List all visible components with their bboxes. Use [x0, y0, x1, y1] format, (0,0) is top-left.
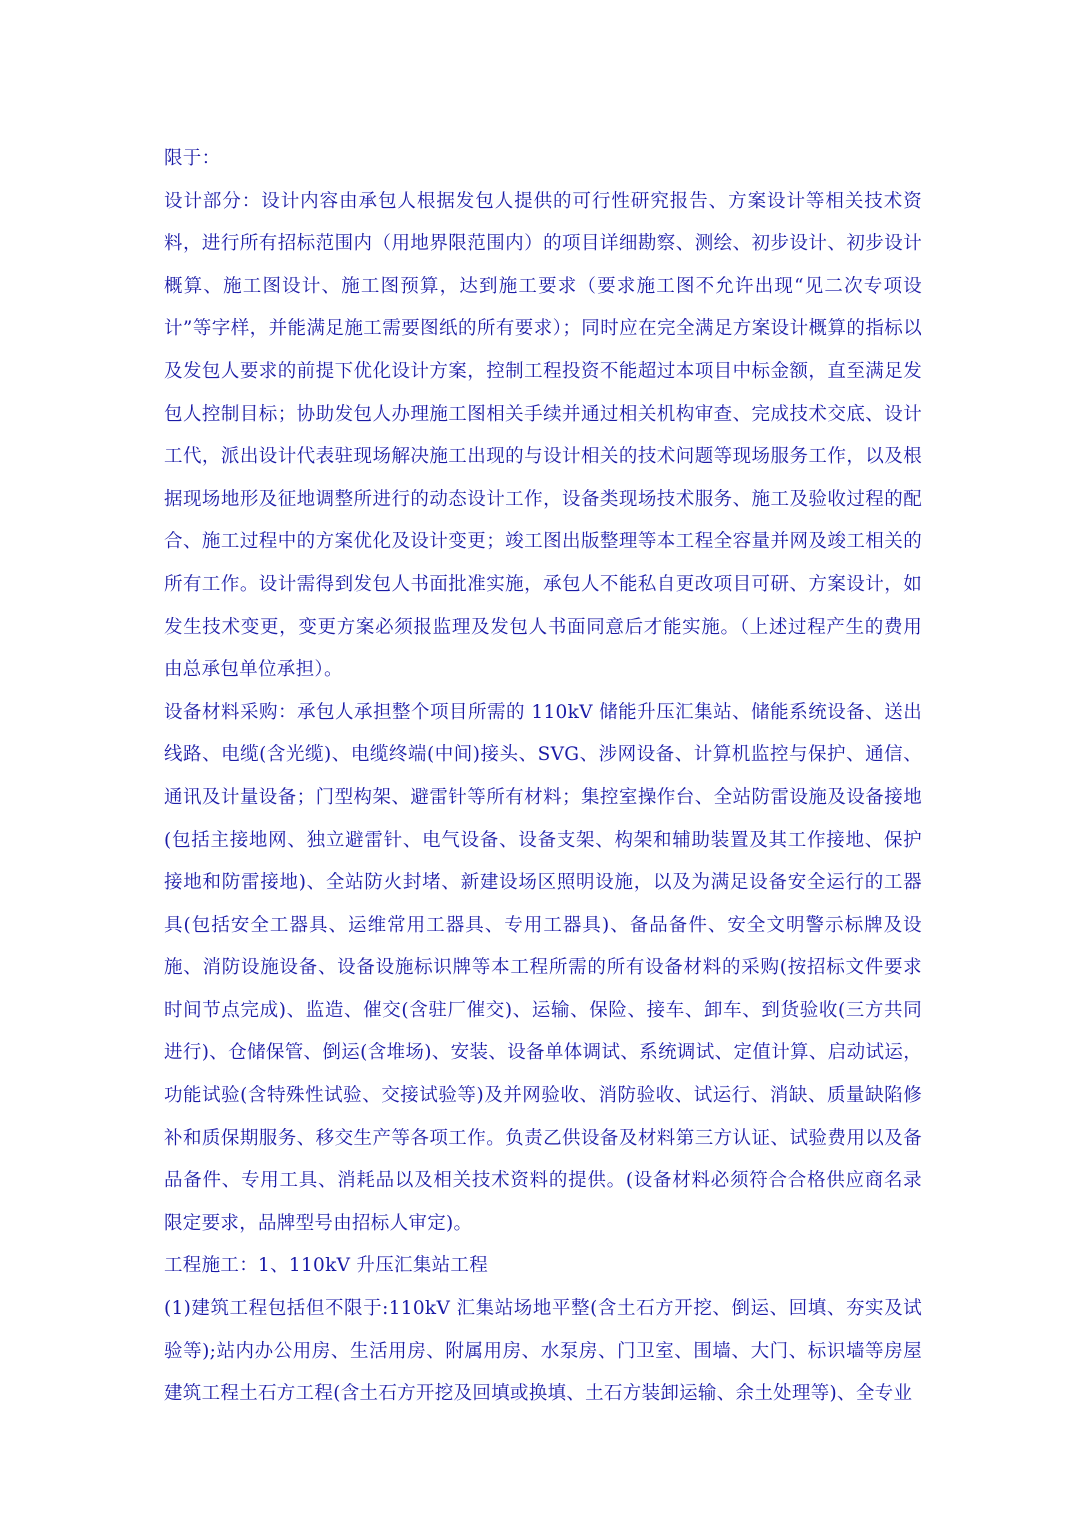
- document-body: [164, 138, 922, 1416]
- paragraph-construction-heading: 工程施工：1、110kV 升压汇集站工程: [164, 1255, 489, 1277]
- paragraph-design-section: 设计部分：设计内容由承包人根据发包人提供的可行性研究报告、方案设计等相关技术资料，进行所有招标范围内（用地界限范围内）的项目详细勘察、测绘、初步设计、初步设计概算、施工图设计、施工图预算，达到施工要求（要求施工图不允许出现“见二次专项设计”等字样，并能满足施工需要图纸的所有要求）；同时应在完全满足方案设计概算的指标以及发包人要求的前提下优化设计方案，控制工程投资不能超过本项目中标金额，直至满足发包人控制目标；协助发包人办理施工图相关手续并通过相关机构审查、完成技术交底、设计工代，派出设计代表驻现场解决施工出现的与设计相关的技术问题等现场服务工作，以及根据现场地形及征地调整所进行的动态设计工作，设备类现场技术服务、施工及验收过程的配合、施工过程中的方案优化及设计变更；竣工图出版整理等本工程全容量并网及竣工相关的所有工作。设计需得到发包人书面批准实施，承包人不能私自更改项目可研、方案设计，如发生技术变更，变更方案必须报监理及发包人书面同意后才能实施。（上述过程产生的费用由总承包单位承担）。: [164, 190, 922, 681]
- paragraph-equipment-procurement: 设备材料采购：承包人承担整个项目所需的 110kV 储能升压汇集站、储能系统设备、送出线路、电缆(含光缆)、电缆终端(中间)接头、SVG、涉网设备、计算机监控与保护、通信、通讯及计量设备；门型构架、避雷针等所有材料；集控室操作台、全站防雷设施及设备接地(包括主接地网、独立避雷针、电气设备、设备支架、构架和辅助装置及其工作接地、保护接地和防雷接地)、全站防火封堵、新建设场区照明设施，以及为满足设备安全运行的工器具(包括安全工器具、运维常用工器具、专用工器具)、备品备件、安全文明警示标牌及设施、消防设施设备、设备设施标识牌等本工程所需的所有设备材料的采购(按招标文件要求时间节点完成)、监造、催交(含驻厂催交)、运输、保险、接车、卸车、到货验收(三方共同进行)、仓储保管、倒运(含堆场)、安装、设备单体调试、系统调试、定值计算、启动试运，功能试验(含特殊性试验、交接试验等)及并网验收、消防验收、试运行、消缺、质量缺陷修补和质保期服务、移交生产等各项工作。负责乙供设备及材料第三方认证、试验费用以及备品备件、专用工具、消耗品以及相关技术资料的提供。(设备材料必须符合合格供应商名录限定要求，品牌型号由招标人审定)。: [164, 701, 922, 1234]
- paragraph-building-works: (1)建筑工程包括但不限于:110kV 汇集站场地平整(含土石方开挖、倒运、回填、夯实及试验等);站内办公用房、生活用房、附属用房、水泵房、门卫室、围墙、大门、标识墙等房屋建筑工程土石方工程(含土石方开挖及回填或换填、土石方装卸运输、余土处理等)、全专业: [164, 1298, 922, 1405]
- paragraph-scope-intro: 限于：: [164, 148, 221, 169]
